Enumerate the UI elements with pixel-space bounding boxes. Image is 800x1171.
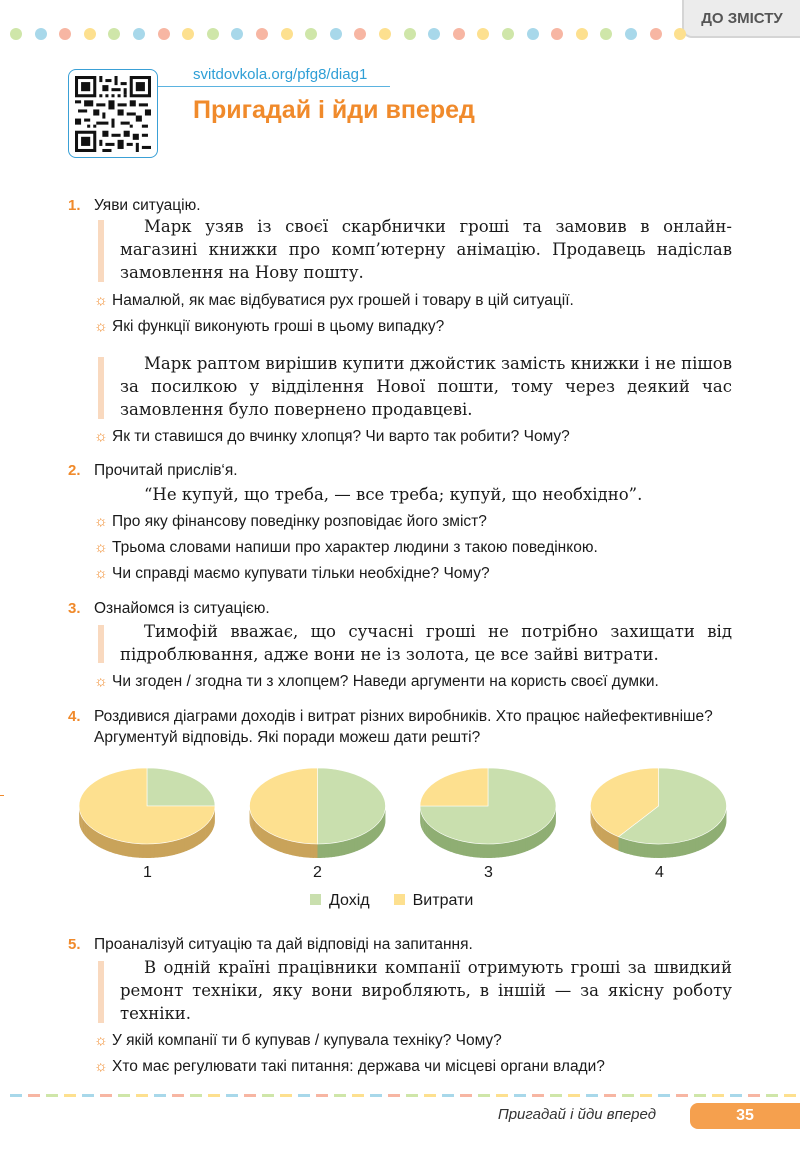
task-number: 5.: [68, 936, 81, 953]
decorative-dash: [316, 1094, 328, 1097]
decorative-dot: [379, 28, 391, 40]
decorative-dash: [568, 1094, 580, 1097]
decorative-dot: [10, 28, 22, 40]
sun-icon: ☼: [94, 539, 108, 556]
question-item: ☼ Чи справді маємо купувати тільки необхідне? Чому?: [94, 565, 490, 582]
decorative-dash: [352, 1094, 364, 1097]
sun-icon: ☼: [94, 318, 108, 335]
qr-code[interactable]: [68, 69, 158, 158]
decorative-dot: [502, 28, 514, 40]
pie-charts: [70, 764, 750, 874]
decorative-dash: [190, 1094, 202, 1097]
chart-label: 2: [313, 864, 322, 881]
decorative-dot: [84, 28, 96, 40]
chart-label: 1: [143, 864, 152, 881]
decorative-dot: [576, 28, 588, 40]
decorative-dot: [305, 28, 317, 40]
task-text: Проаналізуй ситуацію та дай відповіді на запитання.: [94, 936, 473, 953]
chart-legend: [310, 892, 473, 910]
decorative-dot: [182, 28, 194, 40]
story-bar: [98, 220, 104, 282]
decorative-dot: [330, 28, 342, 40]
decorative-dash: [766, 1094, 778, 1097]
decorative-dash: [28, 1094, 40, 1097]
decorative-dash: [226, 1094, 238, 1097]
margin-mark: [0, 795, 4, 796]
sun-icon: ☼: [94, 513, 108, 530]
task-number: 2.: [68, 462, 81, 479]
decorative-dash: [280, 1094, 292, 1097]
decorative-dash: [730, 1094, 742, 1097]
sun-icon: ☼: [94, 1032, 108, 1049]
decorative-dot: [453, 28, 465, 40]
decorative-dot: [231, 28, 243, 40]
decorative-dash: [442, 1094, 454, 1097]
decorative-dot: [600, 28, 612, 40]
pie-slice-expenses: [420, 768, 488, 806]
task-text: Прочитай прислів‘я.: [94, 462, 238, 479]
decorative-dot: [281, 28, 293, 40]
decorative-dash: [118, 1094, 130, 1097]
decorative-dash: [64, 1094, 76, 1097]
decorative-dash: [658, 1094, 670, 1097]
proverb-text: “Не купуй, що треба, — все треба; купуй, що необхідно”.: [144, 485, 643, 504]
decorative-dash: [208, 1094, 220, 1097]
decorative-dash: [712, 1094, 724, 1097]
decorative-dash: [10, 1094, 22, 1097]
story-text: Марк раптом вирішив купити джойстик замість книжки і не пішов за посилкою у відділення Нової пошти, тому через деякий час замовлення було повернено продавцеві.: [120, 354, 732, 419]
decorative-dash: [424, 1094, 436, 1097]
question-item: ☼ Трьома словами напиши про характер людини з такою поведінкою.: [94, 539, 598, 556]
sun-icon: ☼: [94, 1058, 108, 1075]
decorative-dot: [108, 28, 120, 40]
decorative-dash: [694, 1094, 706, 1097]
task-number: 4.: [68, 708, 81, 725]
decorative-dot: [477, 28, 489, 40]
decorative-dash: [172, 1094, 184, 1097]
sun-icon: ☼: [94, 565, 108, 582]
question-item: ☼ Намалюй, як має відбуватися рух грошей і товару в цій ситуації.: [94, 292, 574, 309]
story-text: В одній країні працівники компанії отримують гроші за швидкий ремонт техніки, яку вони виробляють, в іншій — за якісну роботу техніки.: [120, 958, 732, 1023]
decorative-dash: [46, 1094, 58, 1097]
decorative-dash: [640, 1094, 652, 1097]
story-text: Тимофій вважає, що сучасні гроші не потрібно захищати від підроблювання, адже вони не із золота, це все зайві витрати.: [120, 622, 732, 664]
question-item: ☼ Хто має регулювати такі питання: держава чи місцеві органи влади?: [94, 1058, 605, 1075]
question-item: ☼ Про яку фінансову поведінку розповідає його зміст?: [94, 513, 487, 530]
question-item: ☼ Як ти ставишся до вчинку хлопця? Чи варто так робити? Чому?: [94, 428, 570, 445]
site-link[interactable]: svitdovkola.org/pfg8/diag1: [193, 66, 368, 83]
toc-button[interactable]: [682, 0, 800, 38]
decorative-dashes: [10, 1094, 800, 1098]
qr-code-icon: [75, 76, 151, 152]
decorative-dot: [404, 28, 416, 40]
legend-item-expenses: Витрати: [394, 892, 474, 910]
legend-swatch-expenses: [394, 894, 405, 905]
decorative-dot: [35, 28, 47, 40]
decorative-dash: [406, 1094, 418, 1097]
question-item: ☼ Які функції виконують гроші в цьому випадку?: [94, 318, 445, 335]
task-number: 1.: [68, 197, 81, 214]
decorative-dash: [154, 1094, 166, 1097]
decorative-dash: [298, 1094, 310, 1097]
decorative-dot: [207, 28, 219, 40]
sun-icon: ☼: [94, 428, 108, 445]
decorative-dot: [527, 28, 539, 40]
task-number: 3.: [68, 600, 81, 617]
decorative-dots: [10, 28, 690, 40]
decorative-dot: [551, 28, 563, 40]
sun-icon: ☼: [94, 673, 108, 690]
story-bar: [98, 625, 104, 663]
decorative-dash: [550, 1094, 562, 1097]
story-text: Марк узяв із своєї скарбнички гроші та замовив в онлайн-магазині книжки про комп’ютерну анімацію. Продавець надіслав замовлення на Нову пошту.: [120, 217, 732, 282]
divider: [158, 86, 390, 87]
story-bar: [98, 961, 104, 1023]
decorative-dot: [674, 28, 686, 40]
decorative-dash: [244, 1094, 256, 1097]
decorative-dash: [604, 1094, 616, 1097]
sun-icon: ☼: [94, 292, 108, 309]
decorative-dash: [586, 1094, 598, 1097]
decorative-dash: [262, 1094, 274, 1097]
decorative-dash: [496, 1094, 508, 1097]
decorative-dash: [388, 1094, 400, 1097]
chart-label: 3: [484, 864, 493, 881]
decorative-dash: [676, 1094, 688, 1097]
task-text: Уяви ситуацію.: [94, 197, 201, 214]
decorative-dash: [370, 1094, 382, 1097]
decorative-dash: [334, 1094, 346, 1097]
chart-label: 4: [655, 864, 664, 881]
decorative-dot: [428, 28, 440, 40]
decorative-dash: [100, 1094, 112, 1097]
decorative-dot: [59, 28, 71, 40]
decorative-dot: [158, 28, 170, 40]
question-item: ☼ Чи згоден / згодна ти з хлопцем? Наведи аргументи на користь своєї думки.: [94, 673, 659, 690]
decorative-dot: [133, 28, 145, 40]
pie-slice-income: [147, 768, 215, 806]
page-number: 35: [690, 1103, 800, 1129]
legend-item-income: Дохід: [310, 892, 370, 910]
decorative-dash: [136, 1094, 148, 1097]
decorative-dash: [748, 1094, 760, 1097]
toc-label: ДО ЗМІСТУ: [701, 9, 783, 27]
decorative-dash: [82, 1094, 94, 1097]
decorative-dot: [650, 28, 662, 40]
decorative-dash: [478, 1094, 490, 1097]
decorative-dot: [354, 28, 366, 40]
question-item: ☼ У якій компанії ти б купував / купувала техніку? Чому?: [94, 1032, 502, 1049]
story-bar: [98, 357, 104, 419]
page-title: Пригадай і йди вперед: [193, 96, 475, 124]
decorative-dash: [622, 1094, 634, 1097]
decorative-dash: [784, 1094, 796, 1097]
decorative-dot: [625, 28, 637, 40]
decorative-dash: [460, 1094, 472, 1097]
footer-section-title: Пригадай і йди вперед: [497, 1106, 656, 1123]
task-text: Ознайомся із ситуацією.: [94, 600, 270, 617]
legend-swatch-income: [310, 894, 321, 905]
decorative-dot: [256, 28, 268, 40]
task-text: Роздивися діаграми доходів і витрат різних виробників. Хто працює найефективніше? Аргументуй відповідь. Які поради можеш дати решті?: [94, 708, 713, 746]
decorative-dash: [532, 1094, 544, 1097]
decorative-dash: [514, 1094, 526, 1097]
